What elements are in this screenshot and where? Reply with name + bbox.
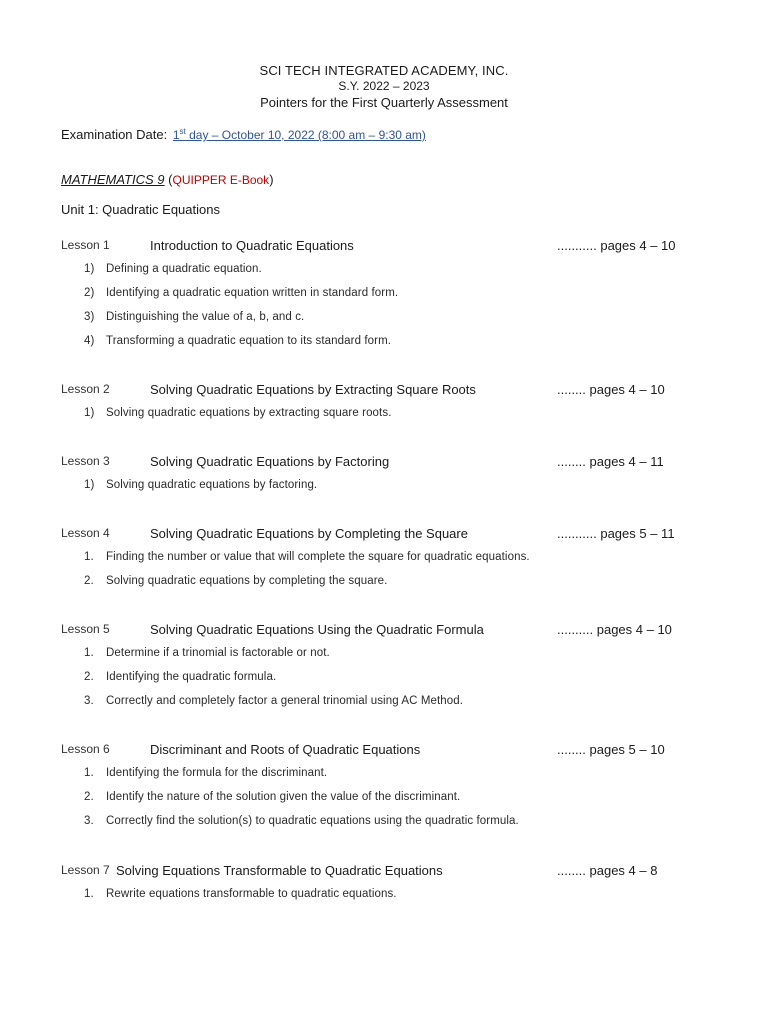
subject-source: QUIPPER E-Book xyxy=(172,173,270,187)
document-title: Pointers for the First Quarterly Assessment xyxy=(260,95,508,110)
lesson-number: Lesson 6 xyxy=(61,742,110,756)
list-marker: 1. xyxy=(84,888,94,900)
lesson-heading xyxy=(0,526,768,544)
lesson-pages: ........... pages 4 – 10 xyxy=(557,238,676,253)
lesson-title: Solving Quadratic Equations by Extracting Square Roots xyxy=(150,382,476,397)
list-marker: 1. xyxy=(84,551,94,563)
lesson-heading xyxy=(0,863,768,881)
list-marker: 1) xyxy=(84,479,95,491)
lesson-heading xyxy=(0,622,768,640)
lesson-number: Lesson 2 xyxy=(61,382,110,396)
lesson-pages: ........... pages 5 – 11 xyxy=(557,526,675,541)
lesson-pages: ........ pages 4 – 8 xyxy=(557,863,658,878)
list-text: Correctly and completely factor a general trinomial using AC Method. xyxy=(106,695,464,707)
list-text: Determine if a trinomial is factorable or not. xyxy=(106,647,330,659)
lesson-title: Solving Equations Transformable to Quadratic Equations xyxy=(116,863,443,878)
list-marker: 1) xyxy=(84,263,95,275)
list-text: Identifying the quadratic formula. xyxy=(106,671,277,683)
list-text: Rewrite equations transformable to quadratic equations. xyxy=(106,888,397,900)
lesson-pages: ........ pages 4 – 11 xyxy=(557,454,664,469)
lesson-title: Solving Quadratic Equations Using the Quadratic Formula xyxy=(150,622,484,637)
subject-paren-open: ( xyxy=(164,172,173,187)
lesson-number: Lesson 7 xyxy=(61,863,110,877)
exam-day-number: 1 xyxy=(172,128,180,142)
lesson-number: Lesson 4 xyxy=(61,526,110,540)
list-text: Identify the nature of the solution given the value of the discriminant. xyxy=(106,791,461,803)
lesson-title: Discriminant and Roots of Quadratic Equations xyxy=(150,742,421,757)
list-text: Solving quadratic equations by factoring. xyxy=(106,479,318,491)
lesson-heading xyxy=(0,382,768,400)
lesson-number: Lesson 5 xyxy=(61,622,110,636)
lesson-pages: ........ pages 5 – 10 xyxy=(557,742,665,757)
lesson-title: Introduction to Quadratic Equations xyxy=(150,238,354,253)
list-text: Distinguishing the value of a, b, and c. xyxy=(106,311,305,323)
lesson-pages: .......... pages 4 – 10 xyxy=(557,622,672,637)
list-text: Solving quadratic equations by extracting square roots. xyxy=(106,407,392,419)
exam-date-label: Examination Date: xyxy=(61,127,168,142)
lesson-title: Solving Quadratic Equations by Completing the Square xyxy=(150,526,468,541)
list-marker: 2. xyxy=(84,791,94,803)
exam-date-rest: day – October 10, 2022 (8:00 am – 9:30 am) xyxy=(185,128,426,142)
subject-line xyxy=(61,172,274,187)
list-marker: 2) xyxy=(84,287,95,299)
school-name: SCI TECH INTEGRATED ACADEMY, INC. xyxy=(259,63,509,78)
exam-day-suffix: st xyxy=(179,127,186,136)
lesson-number: Lesson 1 xyxy=(61,238,110,252)
list-marker: 1. xyxy=(84,647,94,659)
list-text: Identifying a quadratic equation written in standard form. xyxy=(106,287,399,299)
list-marker: 1) xyxy=(84,407,95,419)
list-marker: 3. xyxy=(84,815,94,827)
list-text: Identifying the formula for the discriminant. xyxy=(106,767,328,779)
list-text: Solving quadratic equations by completing the square. xyxy=(106,575,388,587)
lesson-heading xyxy=(0,238,768,256)
unit-heading: Unit 1: Quadratic Equations xyxy=(61,202,220,217)
subject-name: MATHEMATICS 9 xyxy=(61,172,165,187)
exam-date-line xyxy=(61,127,426,142)
lesson-heading xyxy=(0,454,768,472)
list-marker: 3. xyxy=(84,695,94,707)
list-text: Finding the number or value that will complete the square for quadratic equations. xyxy=(106,551,530,563)
school-year: S.Y. 2022 – 2023 xyxy=(338,79,430,93)
list-marker: 2. xyxy=(84,575,94,587)
lesson-title: Solving Quadratic Equations by Factoring xyxy=(150,454,390,469)
subject-paren-close: ) xyxy=(269,172,274,187)
list-text: Defining a quadratic equation. xyxy=(106,263,262,275)
lesson-pages: ........ pages 4 – 10 xyxy=(557,382,665,397)
list-text: Transforming a quadratic equation to its standard form. xyxy=(106,335,392,347)
list-marker: 2. xyxy=(84,671,94,683)
list-marker: 1. xyxy=(84,767,94,779)
lesson-number: Lesson 3 xyxy=(61,454,110,468)
exam-date-value xyxy=(173,128,426,142)
list-marker: 3) xyxy=(84,311,95,323)
lesson-heading xyxy=(0,742,768,760)
list-marker: 4) xyxy=(84,335,95,347)
list-text: Correctly find the solution(s) to quadratic equations using the quadratic formula. xyxy=(106,815,519,827)
